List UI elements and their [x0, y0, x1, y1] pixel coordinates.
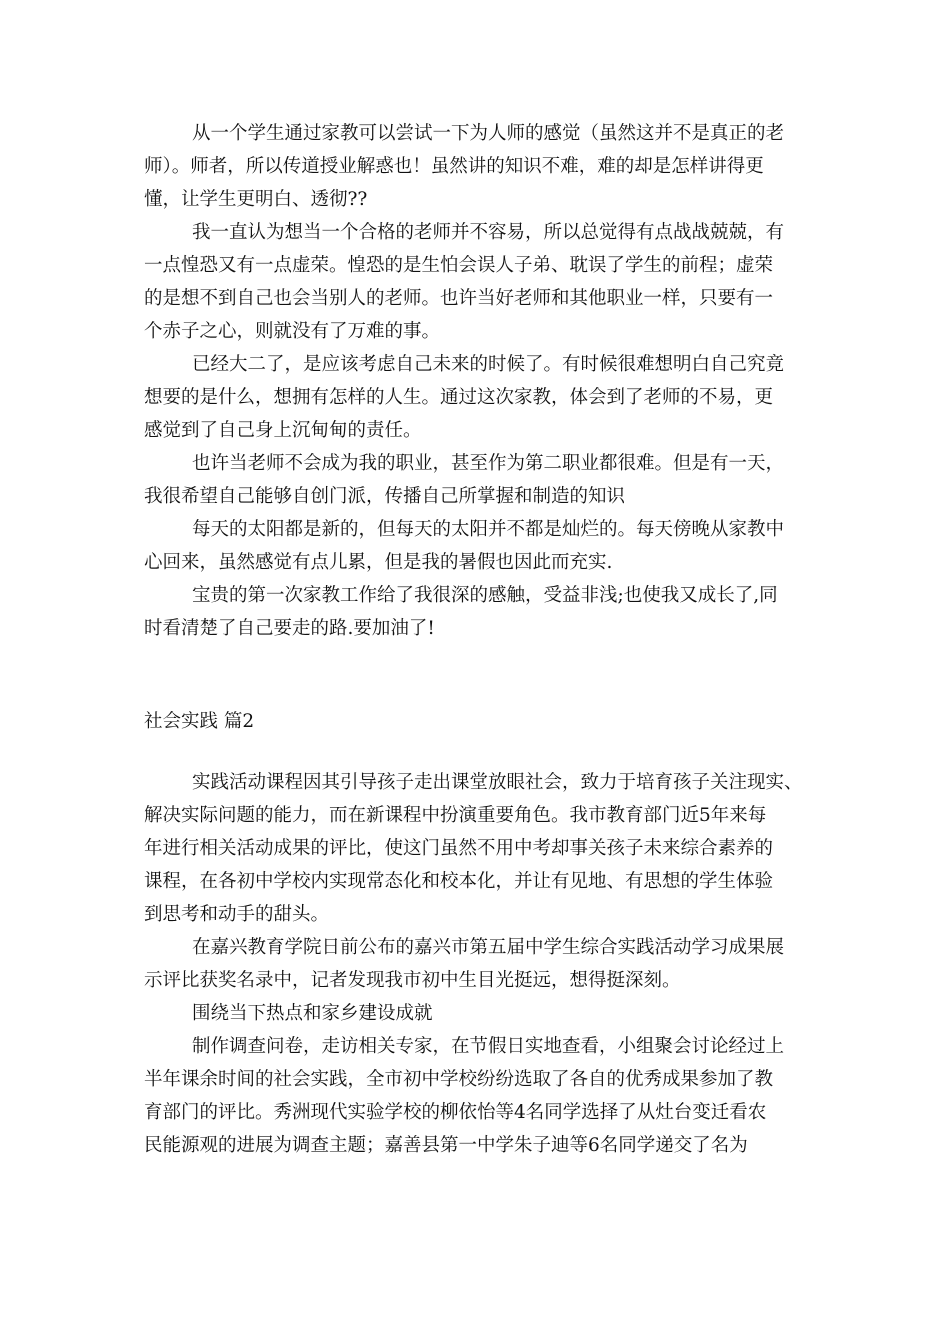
paragraph	[144, 447, 844, 513]
text-line: 心回来，虽然感觉有点儿累，但是我的暑假也因此而充实.	[144, 552, 613, 573]
text-line: 时看清楚了自己要走的路.要加油了!	[144, 618, 435, 639]
paragraph	[144, 579, 844, 645]
text-line: 宝贵的第一次家教工作给了我很深的感触，受益非浅;也使我又成长了,同	[192, 585, 778, 606]
text-line: 实践活动课程因其引导孩子走出课堂放眼社会，致力于培育孩子关注现实、	[192, 772, 803, 793]
text-line: 半年课余时间的社会实践，全市初中学校纷纷选取了各自的优秀成果参加了教	[144, 1069, 774, 1090]
section-heading: 社会实践 篇2	[144, 711, 255, 732]
paragraph	[144, 931, 844, 997]
section-1-body	[144, 117, 844, 645]
text-line: 到思考和动手的甜头。	[144, 904, 330, 925]
text-line: 已经大二了，是应该考虑自己未来的时候了。有时候很难想明白自己究竟	[192, 354, 785, 375]
text-line: 也许当老师不会成为我的职业，甚至作为第二职业都很难。但是有一天，	[192, 453, 785, 474]
paragraph	[144, 1030, 844, 1162]
text-line: 我很希望自己能够自创门派，传播自己所掌握和制造的知识	[144, 486, 626, 507]
text-line: 从一个学生通过家教可以尝试一下为人师的感觉（虽然这并不是真正的老	[192, 123, 785, 144]
text-line: 懂，让学生更明白、透彻??	[144, 189, 368, 210]
paragraph	[144, 117, 844, 216]
text-line: 围绕当下热点和家乡建设成就	[192, 1003, 433, 1024]
text-line: 年进行相关活动成果的评比，使这门虽然不用中考却事关孩子未来综合素养的	[144, 838, 774, 859]
text-line: 想要的是什么，想拥有怎样的人生。通过这次家教，体会到了老师的不易，更	[144, 387, 774, 408]
paragraph	[144, 766, 844, 931]
text-line: 一点惶恐又有一点虚荣。惶恐的是生怕会误人子弟、耽误了学生的前程；虚荣	[144, 255, 774, 276]
text-line: 制作调查问卷，走访相关专家，在节假日实地查看，小组聚会讨论经过上	[192, 1036, 785, 1057]
text-line: 感觉到了自己身上沉甸甸的责任。	[144, 420, 422, 441]
text-line: 个赤子之心，则就没有了万难的事。	[144, 321, 441, 342]
text-line: 每天的太阳都是新的，但每天的太阳并不都是灿烂的。每天傍晚从家教中	[192, 519, 785, 540]
text-line: 在嘉兴教育学院日前公布的嘉兴市第五届中学生综合实践活动学习成果展	[192, 937, 785, 958]
text-line: 课程，在各初中学校内实现常态化和校本化，并让有见地、有思想的学生体验	[144, 871, 774, 892]
section-2-heading	[144, 705, 844, 738]
text-line: 师）。师者，所以传道授业解惑也！虽然讲的知识不难，难的却是怎样讲得更	[144, 156, 764, 177]
text-line: 的是想不到自己也会当别人的老师。也许当好老师和其他职业一样，只要有一	[144, 288, 774, 309]
paragraph	[144, 348, 844, 447]
text-line: 育部门的评比。秀洲现代实验学校的柳依怡等4名同学选择了从灶台变迁看农	[144, 1102, 767, 1123]
text-line: 解决实际问题的能力，而在新课程中扮演重要角色。我市教育部门近5年来每	[144, 805, 767, 826]
text-line: 民能源观的进展为调查主题；嘉善县第一中学朱子迪等6名同学递交了名为	[144, 1135, 748, 1156]
text-line: 示评比获奖名录中，记者发现我市初中生目光挺远，想得挺深刻。	[144, 970, 681, 991]
paragraph	[144, 216, 844, 348]
paragraph	[144, 513, 844, 579]
paragraph	[144, 997, 844, 1030]
text-line: 我一直认为想当一个合格的老师并不容易，所以总觉得有点战战兢兢，有	[192, 222, 785, 243]
section-2-body	[144, 766, 844, 1162]
